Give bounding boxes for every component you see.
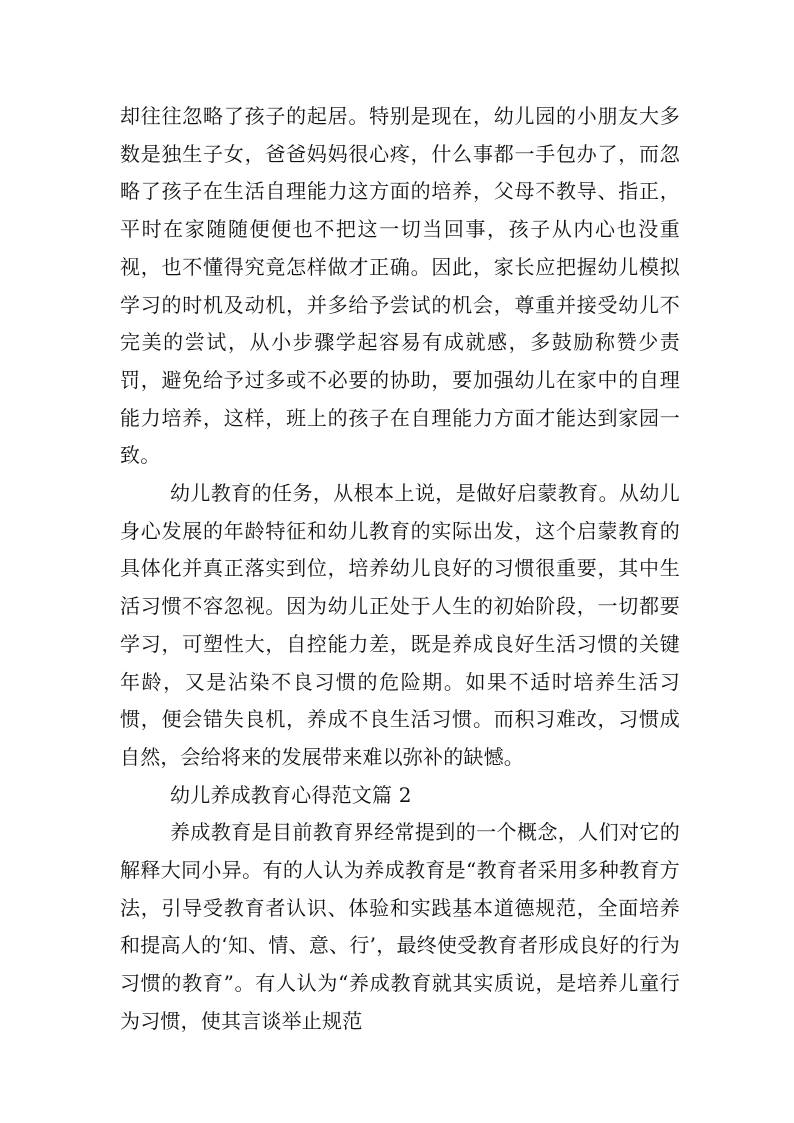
document-body	[120, 98, 680, 1041]
section-heading: 幼儿养成教育心得范文篇 2	[170, 782, 412, 807]
paragraph-continuation: 却往往忽略了孩子的起居。特别是现在，幼儿园的小朋友大多数是独生子女，爸爸妈妈很心疼，什么事都一手包办了，而忽略了孩子在生活自理能力这方面的培养，父母不教导、指正，平时在家随随便便也不把这一切当回事，孩子从内心也没重视，也不懂得究竟怎样做才正确。因此，家长应把握幼儿模拟学习的时机及动机，并多给予尝试的机会，尊重并接受幼儿不完美的尝试，从小步骤学起容易有成就感，多鼓励称赞少责罚，避免给予过多或不必要的协助，要加强幼儿在家中的自理能力培养，这样，班上的孩子在自理能力方面才能达到家园一致。	[120, 104, 680, 468]
paragraph-enlightenment-education: 幼儿教育的任务，从根本上说，是做好启蒙教育。从幼儿身心发展的年龄特征和幼儿教育的实际出发，这个启蒙教育的具体化并真正落实到位，培养幼儿良好的习惯很重要，其中生活习惯不容忽视。因为幼儿正处于人生的初始阶段，一切都要学习，可塑性大，自控能力差，既是养成良好生活习惯的关键年龄，又是沾染不良习惯的危险期。如果不适时培养生活习惯，便会错失良机，养成不良生活习惯。而积习难改，习惯成自然，会给将来的发展带来难以弥补的缺憾。	[120, 481, 680, 769]
paragraph-habit-education: 养成教育是目前教育界经常提到的一个概念，人们对它的解释大同小异。有的人认为养成教育是“教育者采用多种教育方法，引导受教育者认识、体验和实践基本道德规范，全面培养和提高人的‘知、情、意、行’，最终使受教育者形成良好的行为习惯的教育”。有人认为“养成教育就其实质说，是培养儿童行为习惯，使其言谈举止规范	[120, 820, 680, 1033]
